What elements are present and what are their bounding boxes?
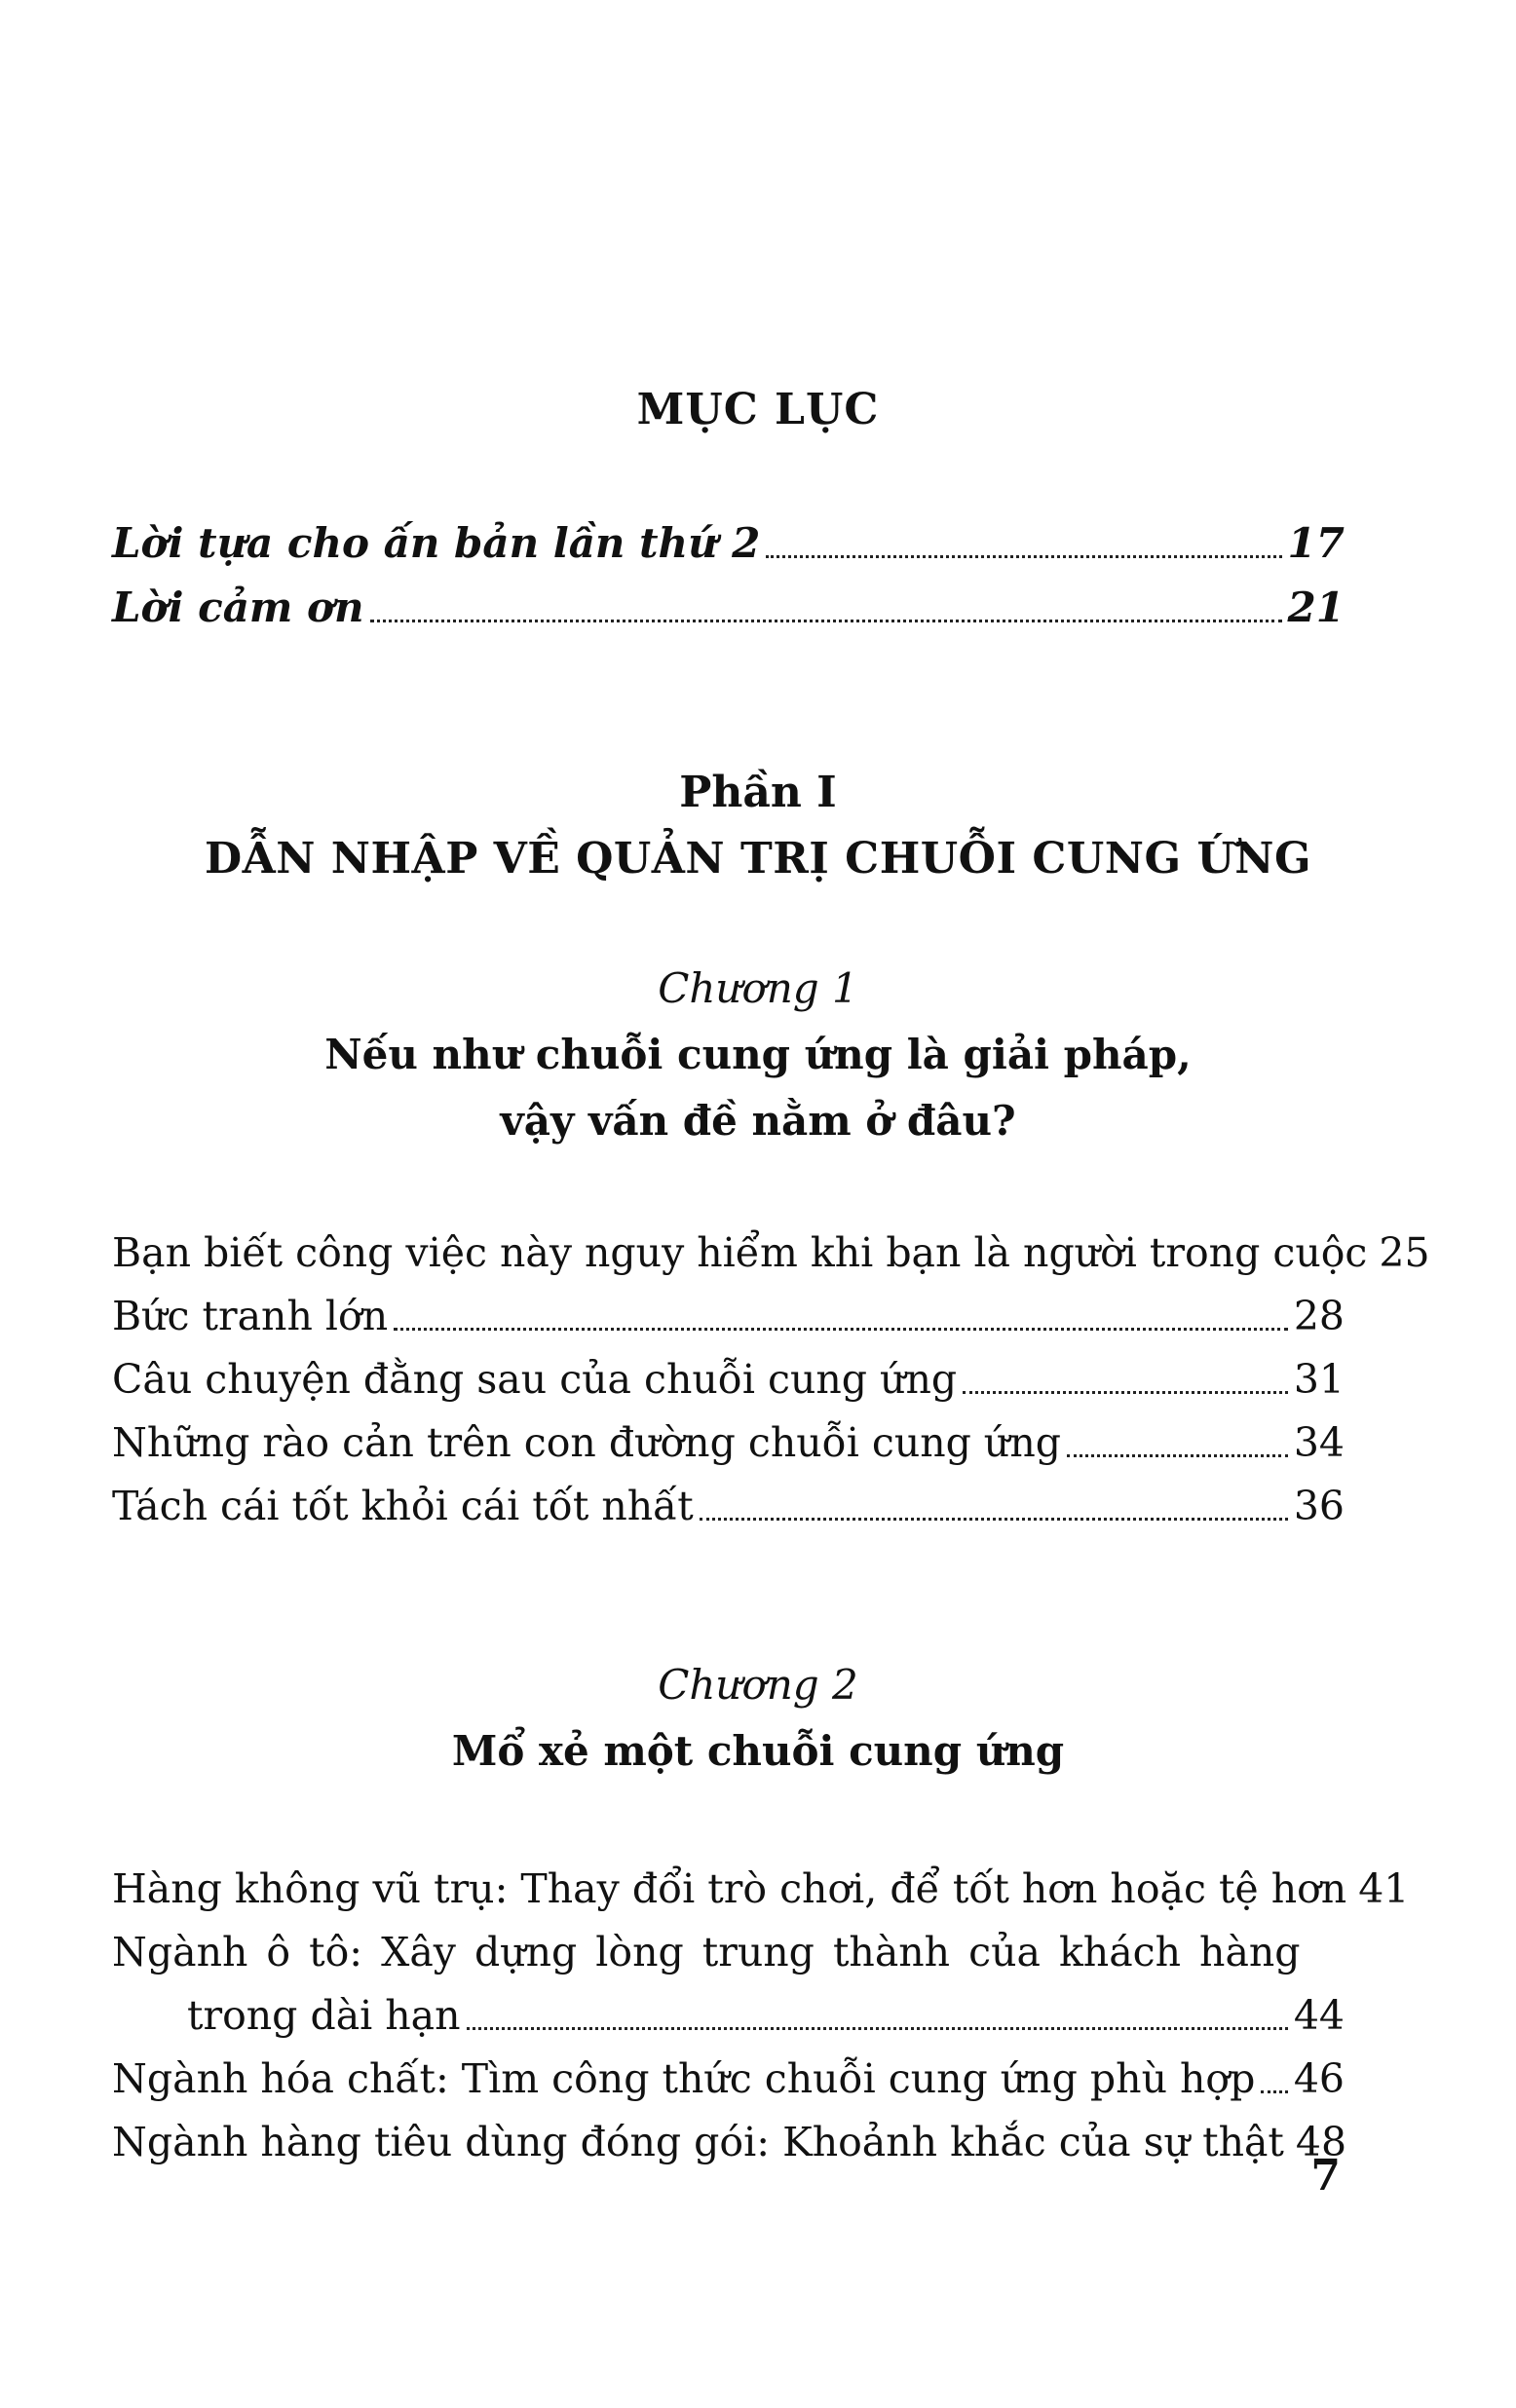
toc-entry[interactable]	[112, 1412, 1345, 1473]
dot-leader	[1261, 2090, 1287, 2093]
toc-entry-label: trong dài hạn	[187, 1992, 461, 2039]
toc-entry-preface[interactable]	[112, 513, 1345, 574]
toc-page-number: 25	[1379, 1229, 1430, 1276]
dot-leader	[370, 620, 1282, 622]
toc-entry-label: Hàng không vũ trụ: Thay đổi trò chơi, để tốt hơn hoặc tệ hơn	[112, 1865, 1347, 1912]
toc-entry-label: Ngành hóa chất: Tìm công thức chuỗi cung ứng phù hợp	[112, 2055, 1256, 2102]
toc-entry-acknowledgements[interactable]	[112, 578, 1345, 638]
dot-leader	[963, 1391, 1288, 1394]
toc-entry[interactable]	[112, 1223, 1430, 1283]
toc-entry[interactable]	[112, 1476, 1345, 1536]
chapter-1-title-line-2: vậy vấn đề nằm ở đâu?	[500, 1097, 1016, 1145]
toc-page-number: 21	[1287, 583, 1345, 631]
toc-entry[interactable]	[112, 2112, 1345, 2172]
page-title: MỤC LỤC	[636, 385, 880, 434]
dot-leader	[766, 555, 1281, 558]
toc-page-number: 48	[1295, 2119, 1347, 2165]
chapter-2-title: Mổ xẻ một chuỗi cung ứng	[451, 1727, 1065, 1775]
toc-page-number: 46	[1293, 2055, 1345, 2102]
dot-leader	[1067, 1454, 1288, 1457]
toc-entry-label: Những rào cản trên con đường chuỗi cung ứng	[112, 1419, 1061, 1466]
toc-page-number: 44	[1293, 1992, 1345, 2039]
toc-entry-label: Lời tựa cho ấn bản lần thứ 2	[112, 519, 761, 567]
chapter-1-label: Chương 1	[658, 964, 858, 1012]
toc-page-number: 31	[1293, 1356, 1345, 1403]
part-title: DẪN NHẬP VỀ QUẢN TRỊ CHUỖI CUNG ỨNG	[204, 834, 1312, 884]
toc-page-number: 41	[1358, 1865, 1410, 1912]
toc-page-number: 28	[1293, 1293, 1345, 1339]
toc-page-number: 17	[1287, 519, 1345, 567]
chapter-1-title-line-1: Nếu như chuỗi cung ứng là giải pháp,	[324, 1031, 1192, 1078]
toc-entry-label: Bạn biết công việc này nguy hiểm khi bạn là người trong cuộc	[112, 1229, 1368, 1276]
toc-page-number: 36	[1293, 1483, 1345, 1529]
toc-entry-continuation[interactable]	[187, 1985, 1345, 2046]
toc-entry-label: Bức tranh lớn	[112, 1293, 389, 1339]
dot-leader	[700, 1518, 1288, 1521]
toc-entry[interactable]	[112, 1286, 1345, 1346]
dot-leader	[394, 1328, 1288, 1331]
part-label: Phần I	[679, 768, 837, 817]
page-number: 7	[1310, 2151, 1341, 2201]
toc-page-number: 34	[1293, 1419, 1345, 1466]
toc-entry-label: Tách cái tốt khỏi cái tốt nhất	[112, 1483, 694, 1529]
toc-entry[interactable]	[112, 1859, 1410, 1919]
toc-entry-label: Lời cảm ơn	[112, 583, 364, 631]
toc-entry[interactable]	[112, 1349, 1345, 1410]
toc-entry-wrapped-line[interactable]: Ngành ô tô: Xây dựng lòng trung thành của khách hàng	[112, 1929, 1301, 1975]
toc-entry[interactable]	[112, 2049, 1345, 2109]
toc-entry-label: Ngành hàng tiêu dùng đóng gói: Khoảnh khắc của sự thật	[112, 2119, 1284, 2165]
dot-leader	[467, 2027, 1288, 2030]
toc-entry-label: Câu chuyện đằng sau của chuỗi cung ứng	[112, 1356, 958, 1403]
chapter-2-label: Chương 2	[658, 1661, 858, 1709]
